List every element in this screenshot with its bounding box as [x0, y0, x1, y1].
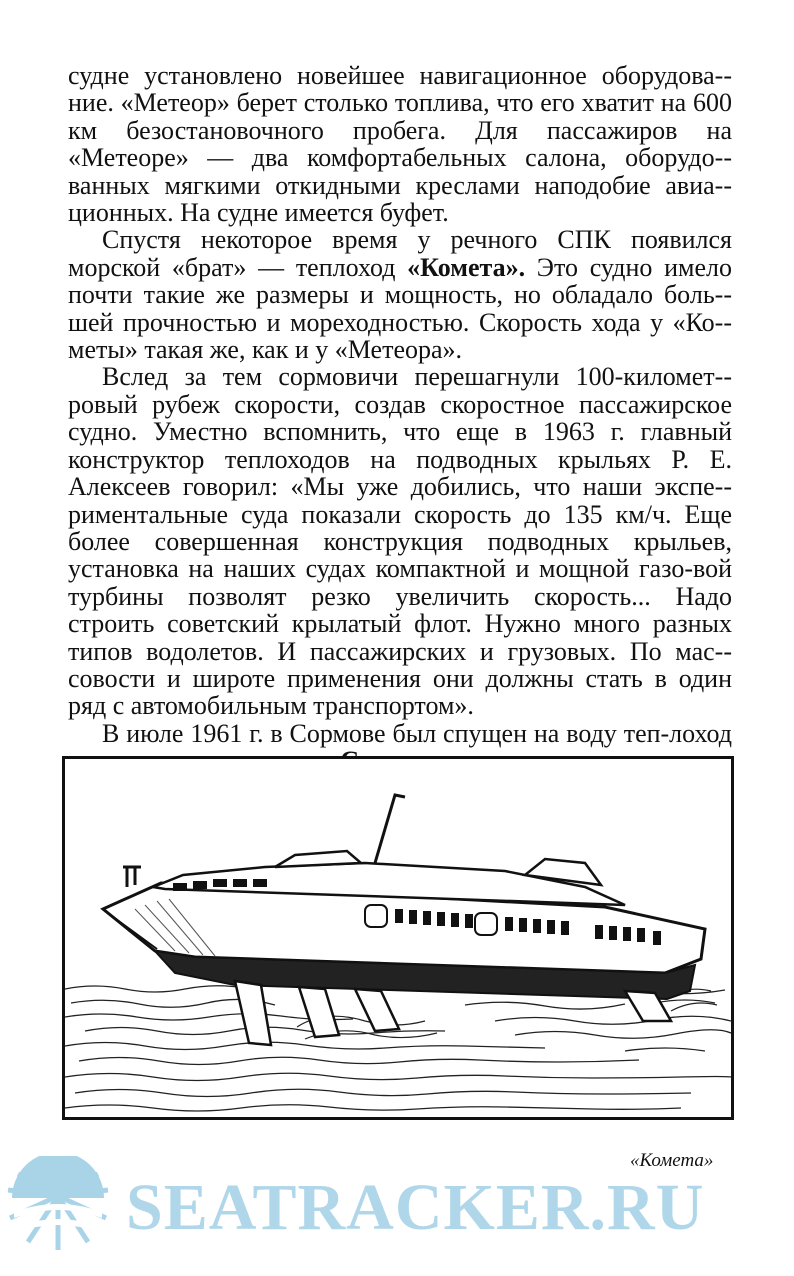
- text-run: Вслед за тем сормовичи перешагнули 100-километ-ровый рубеж скорости, создав скоростное пассажирское судно. Уместно вспомнить, что еще в 1963 г. главный конструктор теплоходов на подводных крыльях Р. Е. Алексеев говорил: «Мы уже добились, что наши экспе-риментальные суда показали скорость до 135 км/ч. Еще более совершенная конструкция подводных крыльев, установка на наших судах компактной и мощной газо-вой турбины позволят резко увеличить скорость... Надо строить советский крылатый флот. Нужно много разных типов водолетов. И пассажирских и грузовых. По мас-совости и широте применения они должны стать в один ряд с автомобильным транспортом».: [68, 362, 732, 721]
- illustration-caption: «Комета»: [630, 1150, 714, 1166]
- text-run: Спустя некоторое время у речного СПК появился морской «брат» — теплоход: [68, 225, 732, 282]
- bold-term: «Комета».: [407, 252, 526, 282]
- watermark-text: SEATRACKER.RU: [126, 1171, 705, 1244]
- hydrofoil-illustration: [62, 756, 734, 1120]
- paragraph: [68, 226, 732, 363]
- text-run: В июле 1961 г. в Сормове был спущен на воду теп-лоход: [102, 718, 732, 748]
- paragraph: [68, 62, 732, 226]
- paragraph: [68, 363, 732, 719]
- water-waves: [65, 986, 731, 1111]
- text-run: судне установлено новейшее навигационное оборудова-ние. «Метеор» берет столько топлива, что его хватит на 600 км безостановочного пробега. Для пассажиров на «Метеоре» — два комфортабельных салона, оборудо-ванных мягкими откидными креслами наподобие авиа-ционных. На судне имеется буфет.: [68, 61, 732, 228]
- text-run: Это судно имело почти такие же размеры и мощность, но обладало боль-шей прочностью и мореходностью. Скорость хода у «Ко-меты» такая же, как и у «Метеора».: [68, 252, 732, 365]
- body-text: [68, 62, 732, 775]
